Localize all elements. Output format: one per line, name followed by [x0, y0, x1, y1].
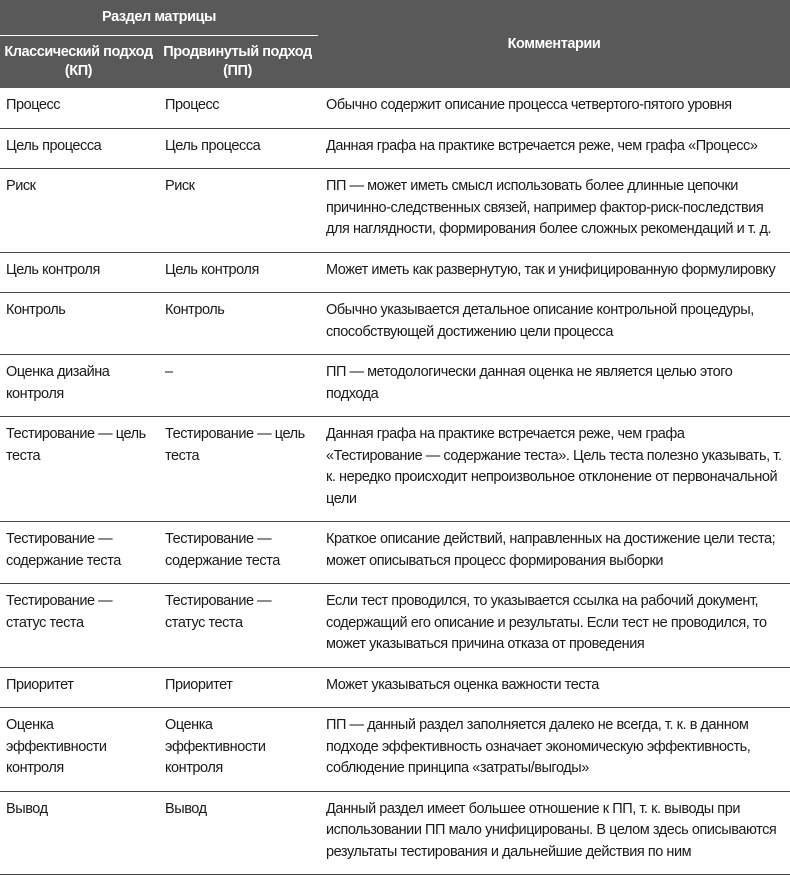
advanced-cell: Оценка эффективности контроля [157, 708, 318, 792]
classic-cell: Вывод [0, 791, 157, 875]
table-row [0, 791, 790, 875]
comment-cell: Данный раздел имеет большее отношение к ПП, т. к. выводы при использовании ПП мало унифицированы. В целом здесь описываются результаты тестирования и дальнейшие действия по ним [318, 791, 790, 875]
table-row [0, 252, 790, 293]
table-row [0, 667, 790, 708]
comment-cell: Данная графа на практике встречается реже, чем графа «Тестирование — содержание теста». Цель теста полезно указывать, т. к. нередко происходит непроизвольное отклонение от первоначальной цели [318, 417, 790, 522]
classic-cell: Тестирование — статус теста [0, 584, 157, 668]
advanced-cell: Процесс [157, 88, 318, 128]
table-header [0, 0, 790, 88]
table-row [0, 355, 790, 417]
comment-cell: Обычно содержит описание процесса четвертого-пятого уровня [318, 88, 790, 128]
table-body [0, 88, 790, 875]
comments-header: Комментарии [318, 0, 790, 88]
comment-cell: ПП — может иметь смысл использовать более длинные цепочки причинно-следственных связей, например фактор-риск-последствия для наглядности, формирования более сложных рекомендаций и т. д. [318, 169, 790, 253]
advanced-cell: – [157, 355, 318, 417]
advanced-cell: Риск [157, 169, 318, 253]
advanced-cell: Цель контроля [157, 252, 318, 293]
comment-cell: Данная графа на практике встречается реже, чем графа «Процесс» [318, 128, 790, 169]
advanced-cell: Тестирование — содержание теста [157, 522, 318, 584]
table-row [0, 417, 790, 522]
table-row [0, 584, 790, 668]
classic-cell: Приоритет [0, 667, 157, 708]
comment-cell: ПП — методологически данная оценка не является целью этого подхода [318, 355, 790, 417]
table-row [0, 522, 790, 584]
classic-cell: Оценка эффективности контроля [0, 708, 157, 792]
comment-cell: Краткое описание действий, направленных на достижение цели теста; может описываться процесс формирования выборки [318, 522, 790, 584]
table-row [0, 293, 790, 355]
comment-cell: Может иметь как развернутую, так и унифицированную формулировку [318, 252, 790, 293]
advanced-cell: Тестирование — статус теста [157, 584, 318, 668]
comment-cell: Может указываться оценка важности теста [318, 667, 790, 708]
table-row [0, 88, 790, 128]
advanced-cell: Цель процесса [157, 128, 318, 169]
matrix-section-header: Раздел матрицы [0, 0, 318, 36]
advanced-cell: Тестирование — цель теста [157, 417, 318, 522]
comment-cell: Если тест проводился, то указывается ссылка на рабочий документ, содержащий его описание и результаты. Если тест не проводился, то может указываться причина отказа от проведения [318, 584, 790, 668]
comment-cell: Обычно указывается детальное описание контрольной процедуры, способствующей достижению цели процесса [318, 293, 790, 355]
advanced-cell: Вывод [157, 791, 318, 875]
classic-cell: Тестирование — цель теста [0, 417, 157, 522]
header-row-top [0, 0, 790, 36]
table-row [0, 169, 790, 253]
classic-approach-header: Классический подход (КП) [0, 36, 157, 89]
classic-cell: Оценка дизайна контроля [0, 355, 157, 417]
advanced-cell: Контроль [157, 293, 318, 355]
classic-cell: Риск [0, 169, 157, 253]
advanced-approach-header: Продвинутый подход (ПП) [157, 36, 318, 89]
table-row [0, 708, 790, 792]
classic-cell: Цель процесса [0, 128, 157, 169]
classic-cell: Контроль [0, 293, 157, 355]
advanced-cell: Приоритет [157, 667, 318, 708]
comment-cell: ПП — данный раздел заполняется далеко не всегда, т. к. в данном подходе эффективность означает экономическую эффективность, соблюдение принципа «затраты/выгоды» [318, 708, 790, 792]
classic-cell: Процесс [0, 88, 157, 128]
table-row [0, 128, 790, 169]
classic-cell: Цель контроля [0, 252, 157, 293]
classic-cell: Тестирование — содержание теста [0, 522, 157, 584]
